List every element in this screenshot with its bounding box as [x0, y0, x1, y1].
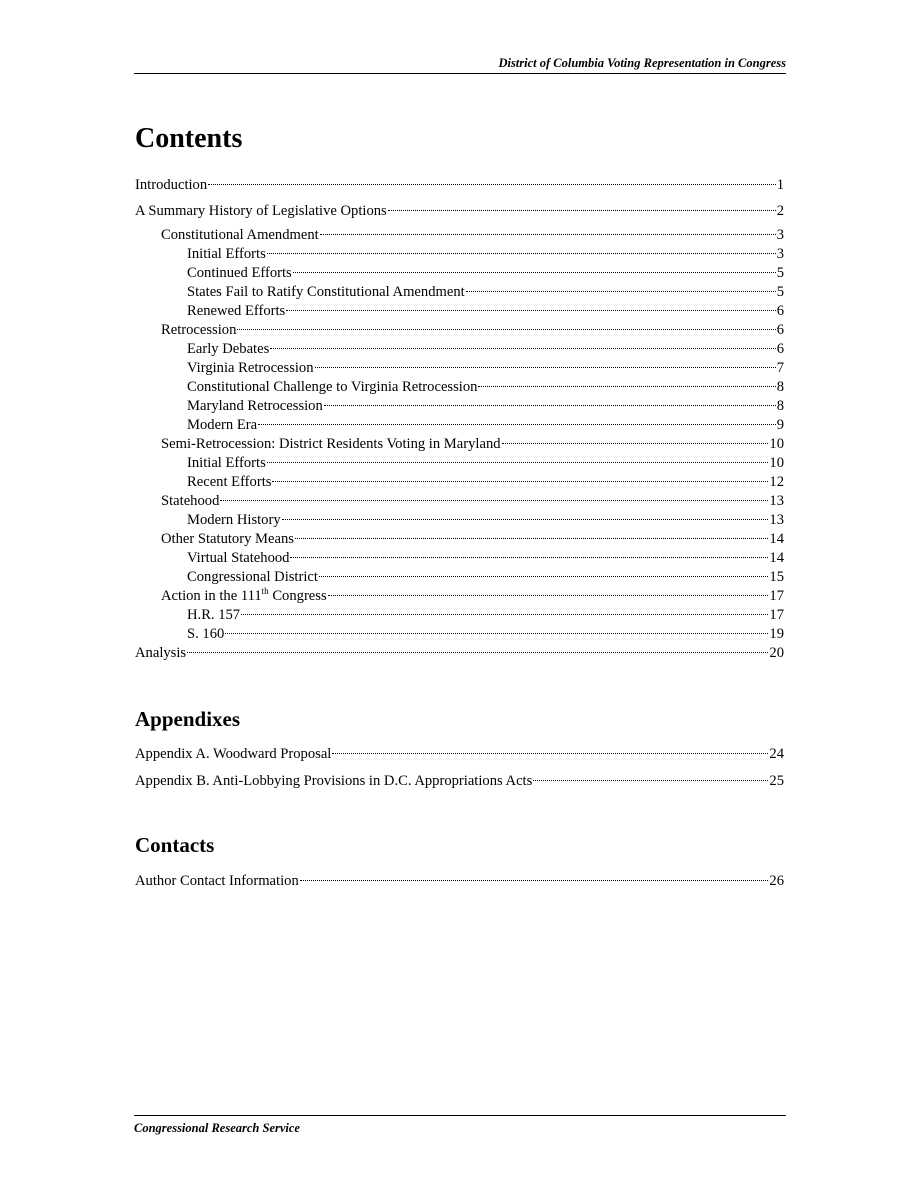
dot-leader — [282, 519, 769, 520]
dot-leader — [315, 367, 776, 368]
toc-entry-page-number: 8 — [776, 398, 784, 414]
toc-entry-page-number: 17 — [769, 607, 784, 623]
toc-entry-title — [161, 587, 327, 606]
toc-entry-title — [187, 416, 257, 435]
dot-leader — [220, 500, 768, 501]
dot-leader — [319, 576, 768, 577]
toc-entry[interactable] — [135, 587, 784, 606]
toc-entry-page-number: 10 — [769, 455, 784, 471]
toc-entry-title-text: A Summary History of Legislative Options — [135, 203, 387, 219]
toc-entry-title — [161, 435, 501, 454]
toc-entry-title — [135, 745, 331, 764]
toc-entry-page-number: 13 — [769, 493, 784, 509]
dot-leader — [270, 348, 775, 349]
toc-entry-page-number: 10 — [769, 436, 784, 452]
toc-entry[interactable] — [135, 872, 784, 891]
dot-leader — [187, 652, 768, 653]
toc-entry-title — [161, 321, 236, 340]
dot-leader — [466, 291, 776, 292]
toc-entry[interactable] — [135, 416, 784, 435]
toc-entry[interactable] — [135, 245, 784, 264]
toc-entry-title-text: Semi-Retrocession: District Residents Voting in Maryland — [161, 436, 501, 452]
toc-entry-title-text: Renewed Efforts — [187, 303, 286, 319]
appendixes-heading: Appendixes — [135, 707, 241, 731]
toc-entry[interactable] — [135, 264, 784, 283]
toc-entry-title-text: Maryland Retrocession — [187, 398, 323, 414]
toc-entry-page-number: 3 — [776, 246, 784, 262]
toc-entry[interactable] — [135, 226, 784, 245]
toc-entry-title — [187, 397, 323, 416]
toc-entry-title — [187, 549, 289, 568]
toc-entry-title — [187, 245, 266, 264]
dot-leader — [295, 538, 768, 539]
dot-leader — [533, 780, 768, 781]
toc-entry-title-text: Continued Efforts — [187, 265, 292, 281]
toc-entry-page-number: 6 — [776, 322, 784, 338]
toc-entry[interactable] — [135, 772, 784, 791]
toc-entry[interactable] — [135, 435, 784, 454]
toc-entry-page-number: 20 — [769, 645, 784, 661]
toc-entry-title-text: H.R. 157 — [187, 607, 241, 623]
dot-leader — [293, 272, 776, 273]
toc-entry-title-text: Modern Era — [187, 417, 258, 433]
dot-leader — [267, 253, 776, 254]
toc-entry-title — [161, 226, 319, 245]
running-header — [134, 56, 786, 74]
toc-entry-title-text: Virtual Statehood — [187, 550, 290, 566]
toc-entry-title — [135, 872, 299, 891]
toc-entry-title — [135, 644, 186, 663]
toc-entry[interactable] — [135, 625, 784, 644]
toc-entry-title-text: Constitutional Amendment — [161, 227, 319, 243]
toc-entry-title — [187, 283, 465, 302]
dot-leader — [332, 753, 768, 754]
toc-entry-title-text: Congressional District — [187, 569, 318, 585]
toc-entry-title-text: Modern History — [187, 512, 281, 528]
dot-leader — [237, 329, 775, 330]
toc-entry-page-number: 25 — [769, 773, 784, 789]
toc-entry-page-number: 7 — [776, 360, 784, 376]
dot-leader — [324, 405, 776, 406]
toc-entry-title — [135, 772, 532, 791]
toc-entry[interactable] — [135, 378, 784, 397]
toc-entry-page-number: 9 — [776, 417, 784, 433]
toc-entry-title-text: Statehood — [161, 493, 220, 509]
dot-leader — [478, 386, 775, 387]
dot-leader — [502, 443, 769, 444]
toc-entry[interactable] — [135, 340, 784, 359]
toc-entry-page-number: 3 — [776, 227, 784, 243]
toc-entry-title-suffix: Congress — [268, 588, 327, 604]
toc-entry-page-number: 14 — [769, 550, 784, 566]
dot-leader — [272, 481, 768, 482]
dot-leader — [241, 614, 768, 615]
toc-entry[interactable] — [135, 302, 784, 321]
toc-entry[interactable] — [135, 321, 784, 340]
toc-entry-page-number: 1 — [776, 177, 784, 193]
dot-leader — [208, 184, 776, 185]
toc-entry-page-number: 8 — [776, 379, 784, 395]
toc-entry[interactable] — [135, 473, 784, 492]
toc-entry-title-text: Initial Efforts — [187, 455, 266, 471]
dot-leader — [290, 557, 768, 558]
toc-entry-title — [187, 359, 314, 378]
toc-entry[interactable] — [135, 202, 784, 221]
running-header-title: District of Columbia Voting Representation in Congress — [498, 56, 786, 70]
toc-entry-page-number: 19 — [769, 626, 784, 642]
toc-entry-title-text: Virginia Retrocession — [187, 360, 314, 376]
toc-entry-title — [161, 492, 219, 511]
footer-text: Congressional Research Service — [134, 1121, 300, 1135]
toc-entry-title-text: Initial Efforts — [187, 246, 266, 262]
toc-entry-title-text: Constitutional Challenge to Virginia Retrocession — [187, 379, 478, 395]
toc-entry-title-text: Appendix B. Anti-Lobbying Provisions in D.C. Appropriations Acts — [135, 773, 533, 789]
toc-entry-title — [187, 378, 477, 397]
toc-entry-superscript: th — [261, 586, 269, 597]
contents-heading: Contents — [135, 123, 243, 154]
toc-entry[interactable] — [135, 568, 784, 587]
toc-entry-page-number: 14 — [769, 531, 784, 547]
toc-entry[interactable] — [135, 454, 784, 473]
toc-entry-page-number: 17 — [769, 588, 784, 604]
toc-entry-title — [135, 176, 207, 195]
toc-entry-title — [187, 302, 285, 321]
toc-entry-title — [187, 511, 281, 530]
toc-entry-title-text: Author Contact Information — [135, 873, 299, 889]
toc-entry[interactable] — [135, 745, 784, 764]
toc-entry-title — [187, 473, 271, 492]
toc-entry-page-number: 6 — [776, 303, 784, 319]
toc-entry-page-number: 26 — [769, 873, 784, 889]
toc-entry-title — [187, 264, 292, 283]
toc-entry-title — [161, 530, 294, 549]
toc-entry-page-number: 6 — [776, 341, 784, 357]
toc-entry[interactable] — [135, 511, 784, 530]
toc-entry-title — [187, 568, 318, 587]
contacts-heading: Contacts — [135, 833, 215, 857]
toc-entry[interactable] — [135, 549, 784, 568]
toc-entry-title-text: Other Statutory Means — [161, 531, 294, 547]
toc-entry[interactable] — [135, 397, 784, 416]
toc-entry-title-text: Analysis — [135, 645, 187, 661]
toc-entry-page-number: 5 — [776, 265, 784, 281]
toc-entry-title — [187, 454, 266, 473]
toc-entry-page-number: 13 — [769, 512, 784, 528]
toc-entry[interactable] — [135, 606, 784, 625]
dot-leader — [258, 424, 776, 425]
toc-entry[interactable] — [135, 644, 784, 663]
toc-entry-title — [135, 202, 387, 221]
toc-entry-page-number: 12 — [769, 474, 784, 490]
toc-entry-title-text: S. 160 — [187, 626, 225, 642]
toc-entry-title-text: Retrocession — [161, 322, 237, 338]
dot-leader — [320, 234, 776, 235]
toc-entry[interactable] — [135, 283, 784, 302]
toc-entry-title-text: Action in the 111 — [161, 588, 262, 604]
toc-entry-page-number: 5 — [776, 284, 784, 300]
toc-entry-title-text: Early Debates — [187, 341, 270, 357]
toc-entry-title — [187, 625, 224, 644]
toc-entry-title — [187, 606, 240, 625]
toc-entry[interactable] — [135, 530, 784, 549]
toc-entry[interactable] — [135, 359, 784, 378]
dot-leader — [286, 310, 775, 311]
toc-entry-page-number: 15 — [769, 569, 784, 585]
dot-leader — [388, 210, 776, 211]
toc-entry-title-text: States Fail to Ratify Constitutional Amendment — [187, 284, 465, 300]
dot-leader — [225, 633, 768, 634]
toc-entry[interactable] — [135, 176, 784, 195]
toc-entry-page-number: 2 — [776, 203, 784, 219]
dot-leader — [328, 595, 769, 596]
toc-entry-title-text: Appendix A. Woodward Proposal — [135, 746, 332, 762]
running-footer — [134, 1115, 786, 1136]
toc-entry[interactable] — [135, 492, 784, 511]
dot-leader — [300, 880, 769, 881]
toc-entry-title-text: Introduction — [135, 177, 208, 193]
toc-entry-title-text: Recent Efforts — [187, 474, 272, 490]
dot-leader — [267, 462, 769, 463]
toc-entry-title — [187, 340, 269, 359]
toc-entry-page-number: 24 — [769, 746, 784, 762]
